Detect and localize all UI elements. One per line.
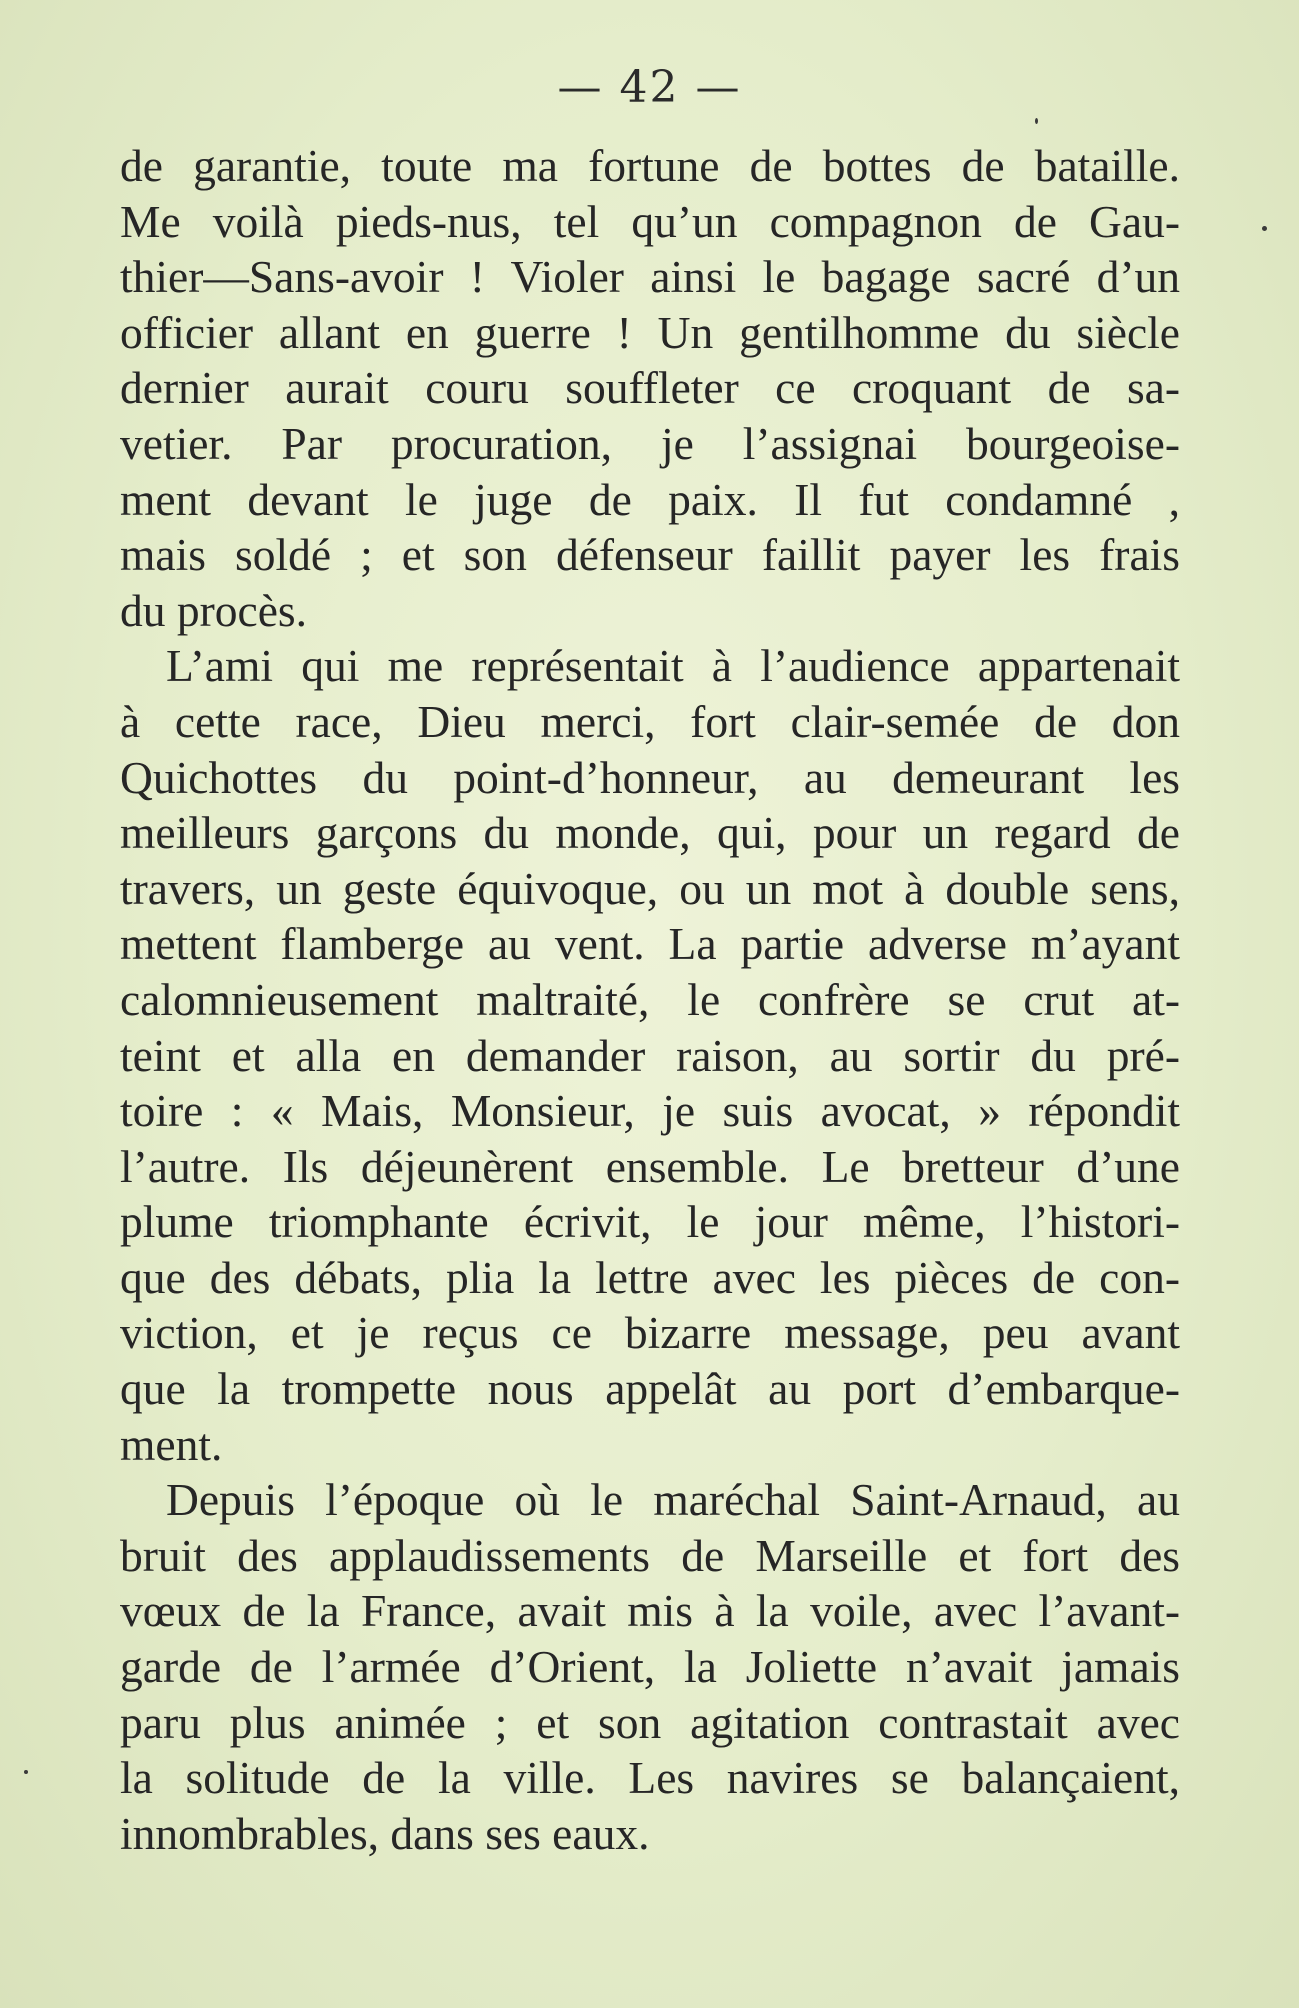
paragraph	[120, 138, 1180, 638]
text-line: teint et alla en demander raison, au sortir du pré-	[120, 1029, 1180, 1081]
text-line: Me voilà pieds-nus, tel qu’un compagnon de Gau-	[120, 195, 1180, 247]
text-line: Depuis l’époque où le maréchal Saint-Arnaud, au	[166, 1474, 1180, 1526]
text-line: plume triomphante écrivit, le jour même, l’histori-	[120, 1196, 1180, 1248]
text-line: meilleurs garçons du monde, qui, pour un regard de	[120, 807, 1180, 859]
paper-speck	[24, 1770, 28, 1774]
text-line: ment.	[120, 1418, 223, 1470]
paragraph	[120, 638, 1180, 1472]
text-line: que la trompette nous appelât au port d’embarque-	[120, 1363, 1180, 1415]
text-line: innombrables, dans ses eaux.	[120, 1807, 650, 1859]
text-line: mais soldé ; et son défenseur faillit payer les frais	[120, 529, 1180, 581]
text-line: ment devant le juge de paix. Il fut condamné ,	[120, 473, 1180, 525]
text-line: toire : « Mais, Monsieur, je suis avocat, » répondit	[120, 1085, 1180, 1137]
text-line: paru plus animée ; et son agitation contrastait avec	[120, 1696, 1180, 1748]
text-line: viction, et je reçus ce bizarre message, peu avant	[120, 1307, 1180, 1359]
paper-speck	[1035, 118, 1038, 124]
text-line: bruit des applaudissements de Marseille et fort des	[120, 1529, 1180, 1581]
text-line: calomnieusement maltraité, le confrère se crut at-	[120, 973, 1180, 1025]
text-line: vœux de la France, avait mis à la voile, avec l’avant-	[120, 1585, 1180, 1637]
paper-speck	[1262, 226, 1267, 231]
body-text	[120, 138, 1180, 1861]
text-line: que des débats, plia la lettre avec les pièces de con-	[120, 1251, 1180, 1303]
text-line: la solitude de la ville. Les navires se balançaient,	[120, 1752, 1180, 1804]
text-line: travers, un geste équivoque, ou un mot à double sens,	[120, 862, 1180, 914]
text-line: officier allant en guerre ! Un gentilhomme du siècle	[120, 306, 1180, 358]
text-line: l’autre. Ils déjeunèrent ensemble. Le bretteur d’une	[120, 1140, 1180, 1192]
text-line: du procès.	[120, 584, 307, 636]
text-line: Quichottes du point-d’honneur, au demeurant les	[120, 751, 1180, 803]
text-line: vetier. Par procuration, je l’assignai bourgeoise-	[120, 417, 1180, 469]
text-line: garde de l’armée d’Orient, la Joliette n’avait jamais	[120, 1641, 1180, 1693]
text-line: dernier aurait couru souffleter ce croquant de sa-	[120, 362, 1180, 414]
text-line: de garantie, toute ma fortune de bottes de bataille.	[120, 140, 1180, 191]
text-line: L’ami qui me représentait à l’audience appartenait	[166, 640, 1180, 692]
paragraph	[120, 1472, 1180, 1861]
text-line: thier—Sans-avoir ! Violer ainsi le bagage sacré d’un	[120, 251, 1180, 303]
page-number: — 42 —	[557, 62, 742, 113]
text-line: à cette race, Dieu merci, fort clair-semée de don	[120, 695, 1180, 747]
text-line: mettent flamberge au vent. La partie adverse m’ayant	[120, 918, 1180, 970]
